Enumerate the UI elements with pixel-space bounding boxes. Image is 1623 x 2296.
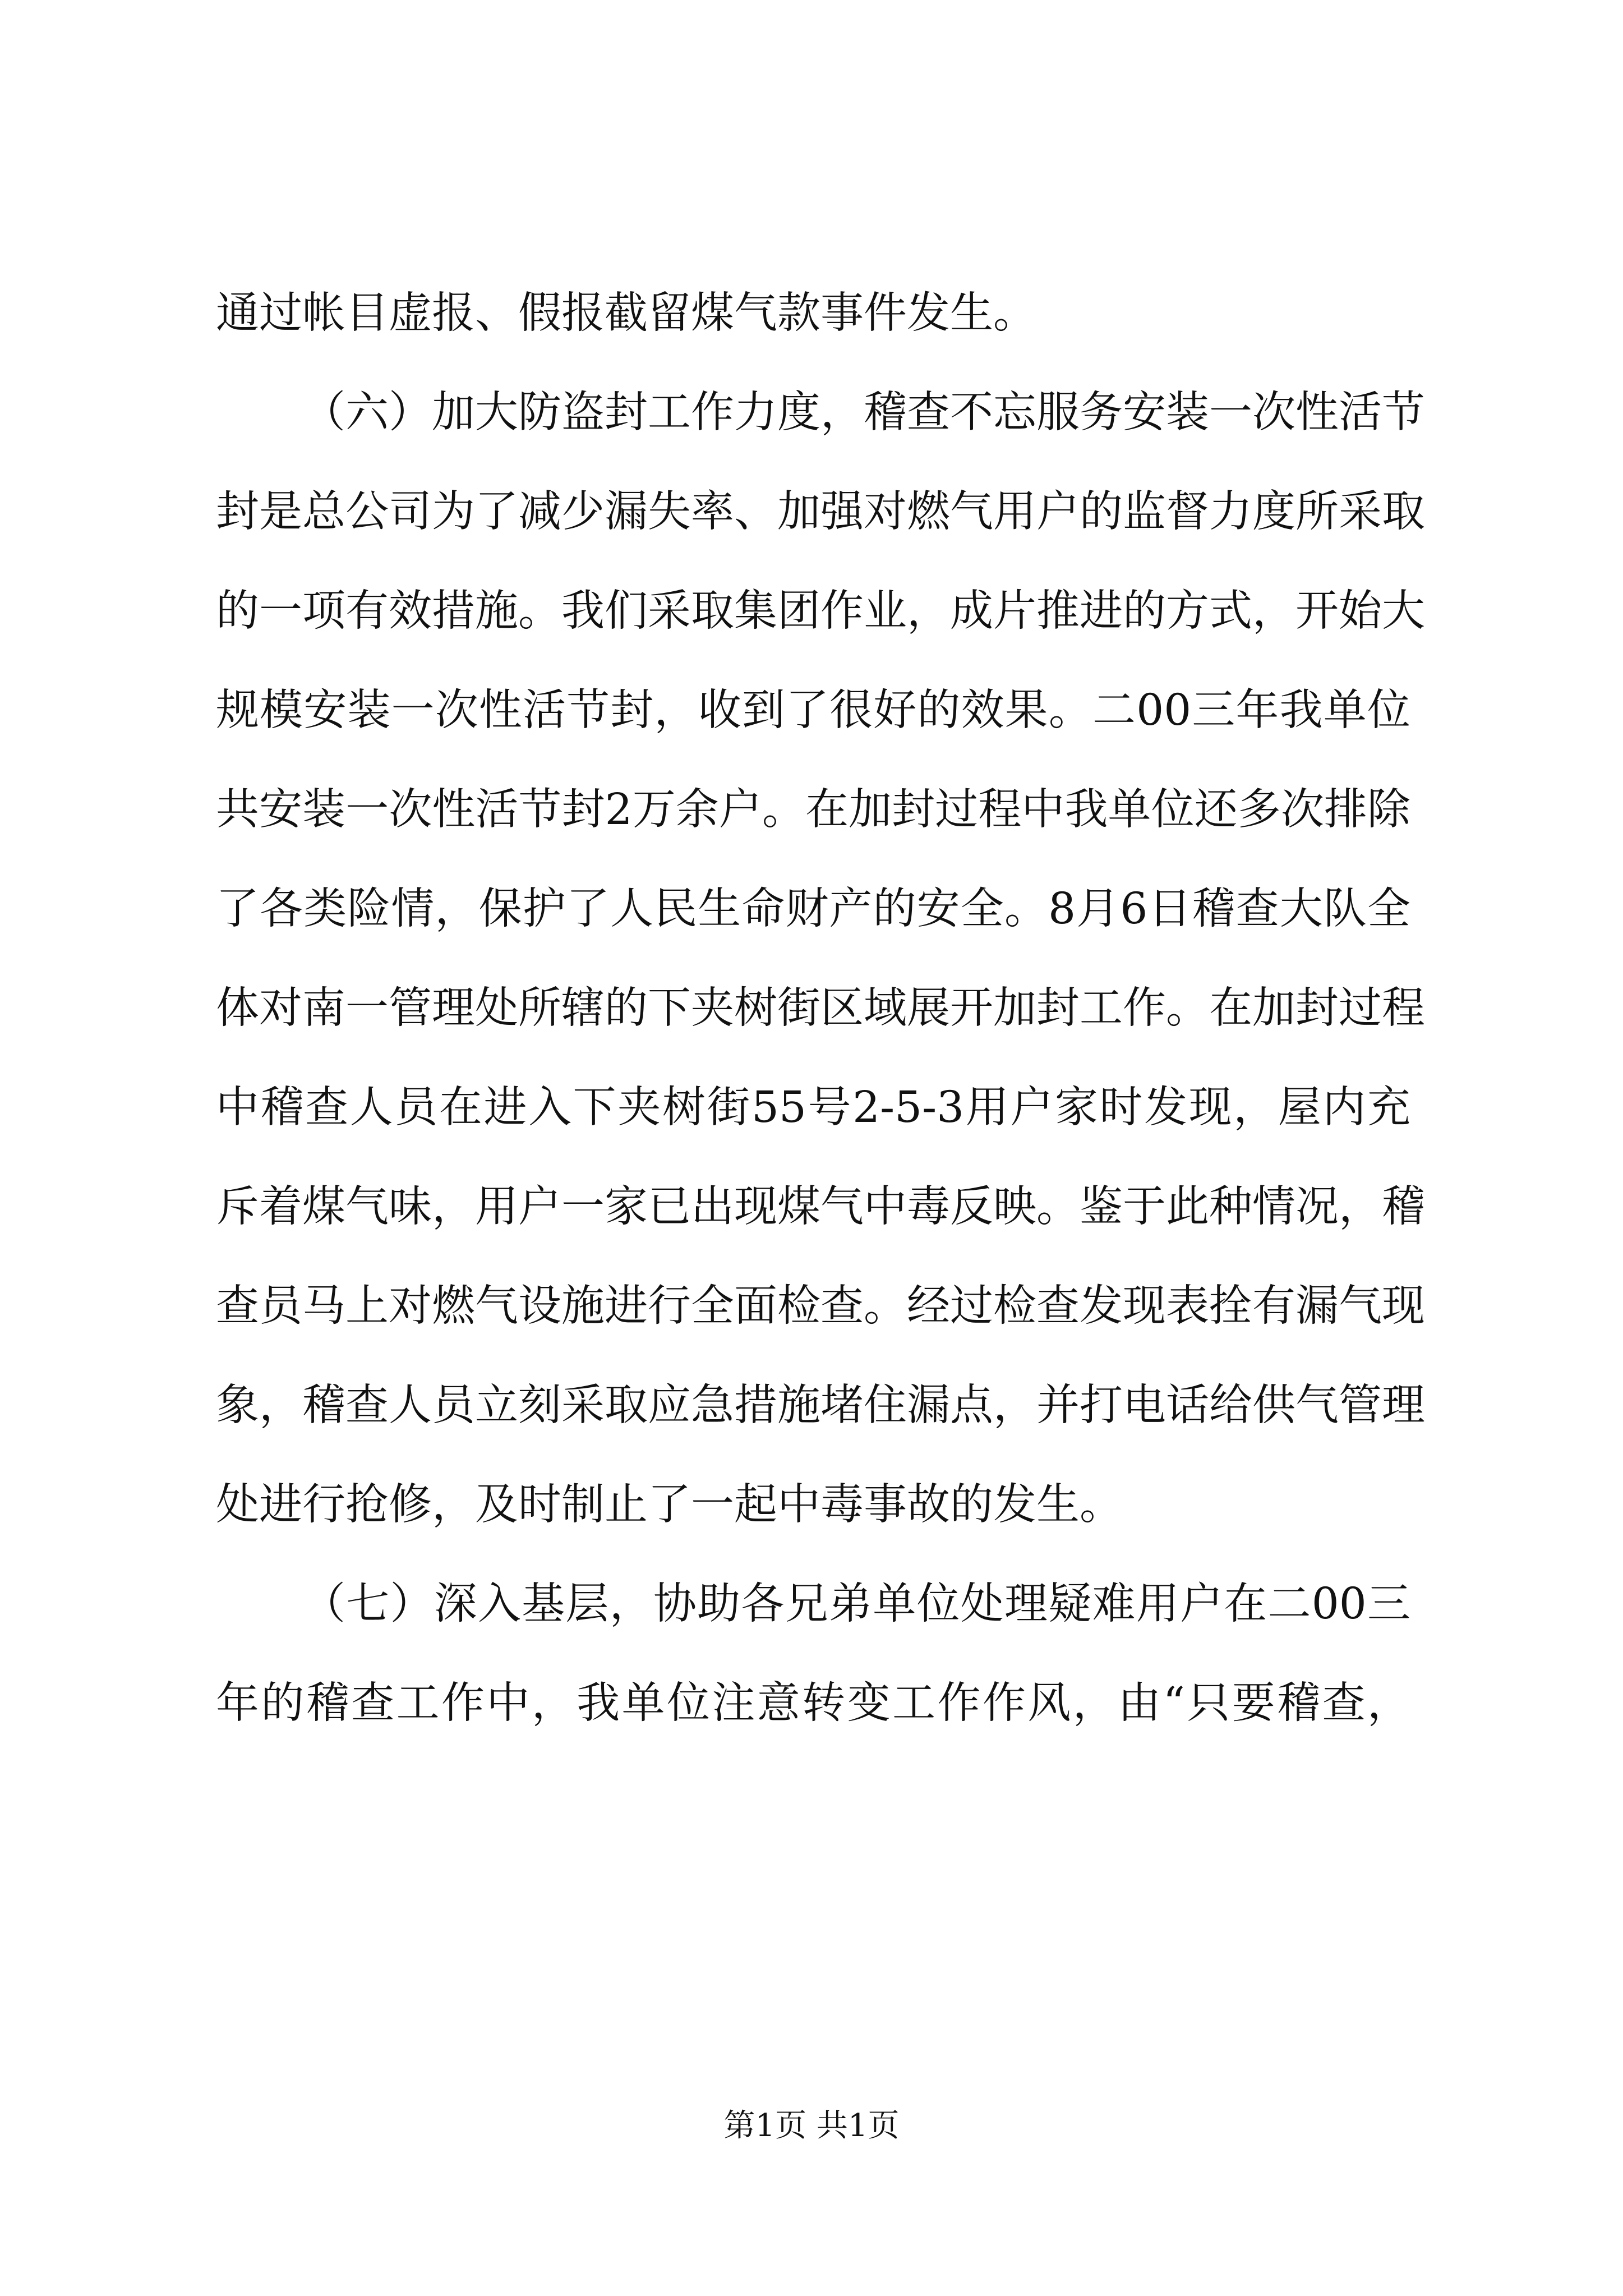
text-line: 象，稽查人员立刻采取应急措施堵住漏点，并打电话给供气管理 — [216, 1381, 1425, 1430]
text-line: 查员马上对燃气设施进行全面检查。经过检查发现表拴有漏气现 — [216, 1281, 1425, 1331]
text-line: 斥着煤气味，用户一家已出现煤气中毒反映。鉴于此种情况，稽 — [216, 1182, 1425, 1232]
text-line: 规模安装一次性活节封，收到了很好的效果。二00三年我单位 — [216, 685, 1410, 735]
page-footer: 第1页 共1页 — [723, 2108, 900, 2144]
text-line: （七）深入基层，协助各兄弟单位处理疑难用户在二00三 — [302, 1579, 1410, 1629]
text-line: 年的稽查工作中，我单位注意转变工作作风，由“只要稽查， — [216, 1678, 1410, 1728]
text-line: 共安装一次性活节封2万余户。在加封过程中我单位还多次排除 — [216, 785, 1410, 835]
text-line: 中稽查人员在进入下夹树街55号2-5-3用户家时发现，屋内充 — [216, 1083, 1410, 1133]
text-line: （六）加大防盗封工作力度，稽查不忘服务安装一次性活节 — [302, 388, 1425, 438]
text-line: 通过帐目虚报、假报截留煤气款事件发生。 — [216, 288, 1036, 338]
text-line: 的一项有效措施。我们采取集团作业，成片推进的方式，开始大 — [216, 586, 1425, 636]
text-line: 处进行抢修，及时制止了一起中毒事故的发生。 — [216, 1480, 1123, 1530]
text-line: 体对南一管理处所辖的下夹树街区域展开加封工作。在加封过程 — [216, 983, 1425, 1033]
body-text — [216, 264, 1425, 1753]
text-line: 封是总公司为了减少漏失率、加强对燃气用户的监督力度所采取 — [216, 487, 1425, 537]
text-line: 了各类险情，保护了人民生命财产的安全。8月6日稽查大队全 — [216, 884, 1410, 934]
